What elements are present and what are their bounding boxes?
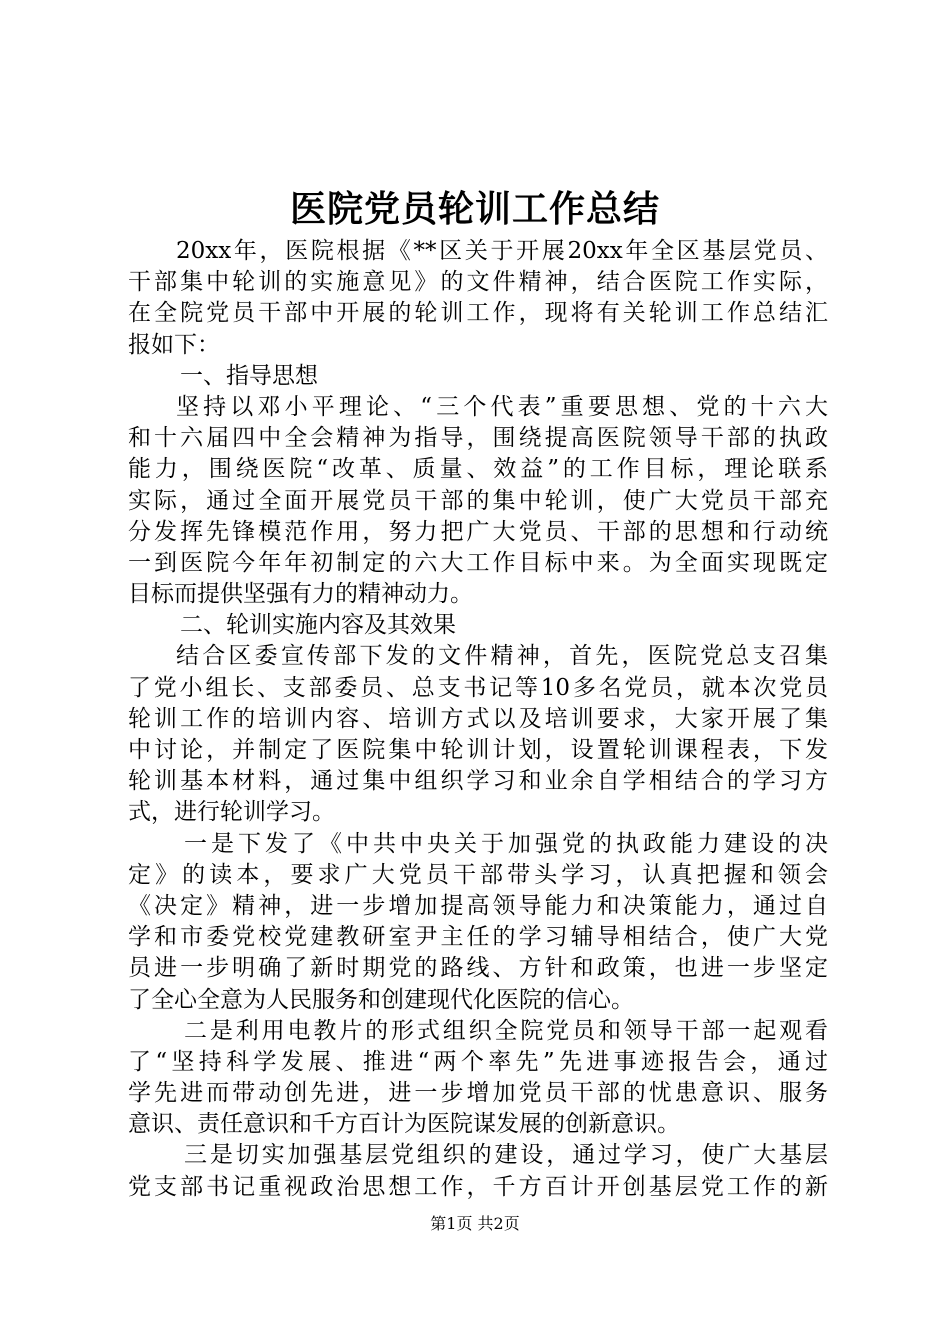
paragraph-line: 能力，围绕医院“改革、质量、效益”的工作目标，理论联系 [128, 456, 828, 483]
paragraph-line: 实际，通过全面开展党员干部的集中轮训，使广大党员干部充 [128, 487, 828, 514]
paragraph-line: 员进一步明确了新时期党的路线、方针和政策，也进一步坚定 [128, 955, 828, 982]
paragraph-line: 干部集中轮训的实施意见》的文件精神，结合医院工作实际， [128, 269, 828, 296]
paragraph-line: 式，进行轮训学习。 [128, 799, 335, 826]
paragraph-line: 一是下发了《中共中央关于加强党的执政能力建设的决 [184, 830, 828, 857]
section-heading: 一、指导思想 [180, 362, 318, 389]
paragraph-line: 和十六届四中全会精神为指导，围绕提高医院领导干部的执政 [128, 425, 828, 452]
paragraph-line: 结合区委宣传部下发的文件精神，首先，医院党总支召集 [176, 643, 828, 670]
paragraph-line: 分发挥先锋模范作用，努力把广大党员、干部的思想和行动统 [128, 518, 828, 545]
section-heading: 二、轮训实施内容及其效果 [180, 612, 456, 639]
paragraph-line: 学先进而带动创先进，进一步增加党员干部的忧患意识、服务 [128, 1080, 828, 1107]
document-title: 医院党员轮训工作总结 [289, 188, 660, 230]
paragraph-line: 轮训基本材料，通过集中组织学习和业余自学相结合的学习方 [128, 768, 828, 795]
paragraph-line: 党支部书记重视政治思想工作，千方百计开创基层党工作的新 [128, 1173, 828, 1200]
document-body [128, 236, 828, 1203]
paragraph-line: 了“坚持科学发展、推进“两个率先”先进事迹报告会，通过 [128, 1048, 828, 1075]
paragraph-line: 坚持以邓小平理论、“三个代表”重要思想、党的十六大 [176, 393, 828, 420]
paragraph-line: 20xx年，医院根据《**区关于开展20xx年全区基层党员、 [176, 238, 828, 264]
paragraph-line: 目标而提供坚强有力的精神动力。 [128, 581, 473, 608]
paragraph-line: 《决定》精神，进一步增加提高领导能力和决策能力，通过自 [128, 892, 828, 919]
paragraph-line: 意识、责任意识和千方百计为医院谋发展的创新意识。 [128, 1111, 680, 1138]
paragraph-line: 定》的读本，要求广大党员干部带头学习，认真把握和领会 [128, 861, 828, 888]
paragraph-line: 三是切实加强基层党组织的建设，通过学习，使广大基层 [184, 1142, 828, 1169]
paragraph-line: 在全院党员干部中开展的轮训工作，现将有关轮训工作总结汇 [128, 300, 828, 327]
paragraph-line: 二是利用电教片的形式组织全院党员和领导干部一起观看 [184, 1017, 828, 1044]
paragraph-line: 了党小组长、支部委员、总支书记等10多名党员，就本次党员 [128, 674, 828, 701]
paragraph-line: 学和市委党校党建教研室尹主任的学习辅导相结合，使广大党 [128, 924, 828, 951]
paragraph-line: 了全心全意为人民服务和创建现代化医院的信心。 [128, 986, 634, 1013]
paragraph-line: 中讨论，并制定了医院集中轮训计划，设置轮训课程表，下发 [128, 737, 828, 763]
paragraph-line: 一到医院今年年初制定的六大工作目标中来。为全面实现既定 [128, 549, 828, 576]
paragraph-line: 报如下： [128, 331, 220, 358]
page-number-footer: 第1页 共2页 [430, 1214, 520, 1233]
paragraph-line: 轮训工作的培训内容、培训方式以及培训要求，大家开展了集 [128, 705, 828, 732]
